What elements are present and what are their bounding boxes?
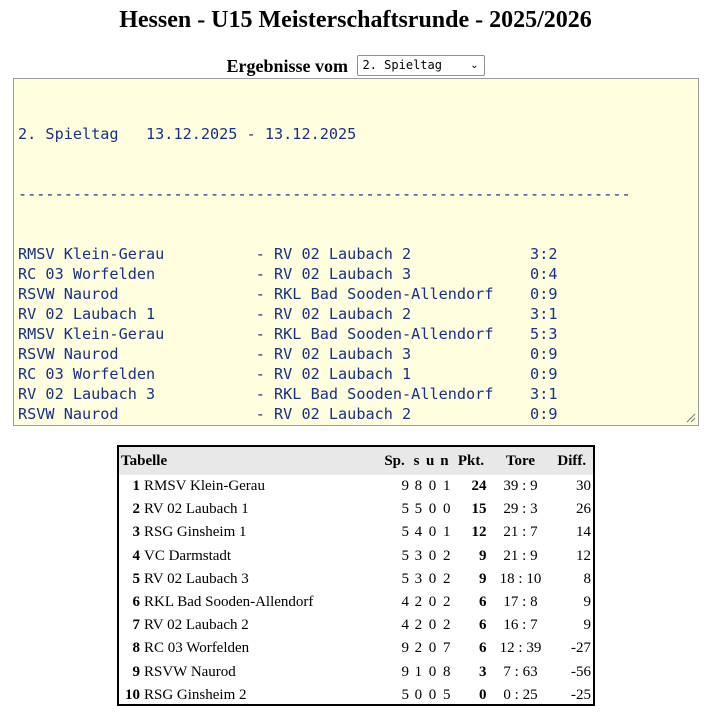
results-label: Ergebnisse vom [226,55,348,76]
diff-cell: -27 [571,640,591,657]
s-cell: 3 [414,570,423,587]
u-cell: 0 [428,640,437,657]
s-cell: 4 [414,524,423,541]
n-cell: 2 [443,547,451,564]
pkt-cell: 12 [471,524,487,541]
sp-cell: 4 [401,617,409,634]
n-cell: 5 [443,686,451,703]
result-line: RSVW Naurod - RV 02 Laubach 2 0:9 [18,405,558,423]
pkt-cell: 9 [478,547,487,564]
diff-cell: 26 [576,501,591,518]
diff-cell: 30 [576,478,591,495]
sp-cell: 9 [401,640,409,657]
n-cell: 0 [443,501,451,518]
u-cell: 0 [428,663,437,680]
rank-cell: 7 [132,617,140,634]
page-title: Hessen - U15 Meisterschaftsrunde - 2025/2026 [119,7,592,33]
header-u: u [423,447,437,475]
u-cell: 0 [428,570,437,587]
s-cell: 5 [414,501,423,518]
results-separator: ------------------------------------------------------------------- [18,185,631,203]
s-cell: 0 [414,686,423,703]
result-line: RMSV Klein-Gerau - RKL Bad Sooden-Allendorf 5:3 [18,325,558,343]
n-cell: 7 [443,640,451,657]
result-line: RV 02 Laubach 1 - RV 02 Laubach 2 3:1 [18,305,558,323]
diff-cell: -56 [571,663,591,680]
u-cell: 0 [428,524,437,541]
table-row [119,521,593,544]
s-cell: 2 [414,594,423,611]
pkt-cell: 6 [478,594,487,611]
table-row [119,545,593,568]
tore-cell: 12 : 39 [499,640,542,657]
team-cell: RKL Bad Sooden-Allendorf [144,594,314,611]
u-cell: 0 [428,478,437,495]
sp-cell: 5 [401,524,409,541]
tore-cell: 16 : 7 [503,617,538,634]
standings-table-container [117,445,595,706]
diff-cell: 9 [583,617,591,634]
team-cell: RSG Ginsheim 1 [144,524,247,541]
rank-cell: 1 [132,478,140,495]
tore-cell: 21 : 7 [503,524,538,541]
team-cell: RV 02 Laubach 3 [144,570,249,587]
pkt-cell: 6 [478,640,487,657]
sp-cell: 5 [401,501,409,518]
n-cell: 2 [443,617,451,634]
tore-cell: 7 : 63 [503,663,538,680]
diff-cell: 12 [576,547,591,564]
pkt-cell: 15 [471,501,487,518]
pkt-cell: 24 [471,478,487,495]
u-cell: 0 [428,686,437,703]
n-cell: 2 [443,594,451,611]
sp-cell: 5 [401,686,409,703]
team-cell: RV 02 Laubach 1 [144,501,249,518]
pkt-cell: 9 [478,570,487,587]
header-diff: Diff. [551,447,593,475]
u-cell: 0 [428,594,437,611]
u-cell: 0 [428,617,437,634]
results-list [18,244,698,426]
standings-header-row [119,447,593,475]
table-row [119,498,593,521]
standings-body [119,475,593,707]
tore-cell: 18 : 10 [499,570,542,587]
team-cell: VC Darmstadt [144,547,232,564]
diff-cell: 14 [576,524,591,541]
tore-cell: 21 : 9 [503,547,538,564]
n-cell: 8 [443,663,451,680]
n-cell: 1 [443,478,451,495]
s-cell: 2 [414,640,423,657]
team-cell: RV 02 Laubach 2 [144,617,249,634]
u-cell: 0 [428,501,437,518]
rank-cell: 4 [132,547,140,564]
header-tabelle: Tabelle [119,447,379,475]
sp-cell: 4 [401,594,409,611]
table-row [119,614,593,637]
header-n: n [437,447,451,475]
tore-cell: 0 : 25 [503,686,538,703]
rank-cell: 8 [132,640,140,657]
table-row [119,684,593,707]
rank-cell: 5 [132,570,140,587]
result-line [18,424,698,426]
header-s: s [410,447,423,475]
pkt-cell: 3 [478,663,487,680]
table-row [119,568,593,591]
header-tore: Tore [490,447,550,475]
sp-cell: 5 [401,547,409,564]
result-line: RMSV Klein-Gerau - RV 02 Laubach 2 3:2 [18,245,558,263]
results-textarea[interactable] [13,78,699,426]
s-cell: 2 [414,617,423,634]
rank-cell: 2 [132,501,140,518]
rank-cell: 9 [132,663,140,680]
standings-table [119,447,593,707]
table-row [119,637,593,660]
sp-cell: 5 [401,570,409,587]
header-sp: Sp. [379,447,410,475]
tore-cell: 39 : 9 [503,478,538,495]
table-row [119,661,593,684]
diff-cell: -25 [571,686,591,703]
matchday-select[interactable] [357,55,485,76]
result-line: RC 03 Worfelden - RV 02 Laubach 1 0:9 [18,365,558,383]
table-row [119,475,593,498]
u-cell: 0 [428,547,437,564]
result-line: RC 03 Worfelden - RV 02 Laubach 3 0:4 [18,265,558,283]
diff-cell: 8 [583,570,591,587]
tore-cell: 17 : 8 [503,594,538,611]
result-line: RV 02 Laubach 3 - RKL Bad Sooden-Allendorf 3:1 [18,385,558,403]
header-pkt: Pkt. [452,447,491,475]
chevron-down-icon: ⌄ [470,60,479,72]
result-line: RSVW Naurod - RKL Bad Sooden-Allendorf 0:9 [18,285,558,303]
table-row [119,591,593,614]
n-cell: 1 [443,524,451,541]
results-header: 2. Spieltag 13.12.2025 - 13.12.2025 [18,125,357,143]
pkt-cell: 0 [478,686,487,703]
team-cell: RSG Ginsheim 2 [144,686,247,703]
team-cell: RMSV Klein-Gerau [144,478,265,495]
matchday-selector-row [0,53,711,77]
result-line: RSVW Naurod - RV 02 Laubach 3 0:9 [18,345,558,363]
sp-cell: 9 [401,663,409,680]
rank-cell: 3 [132,524,140,541]
resize-grip-icon[interactable] [684,411,696,423]
team-cell: RSVW Naurod [144,663,236,680]
s-cell: 8 [414,478,423,495]
tore-cell: 29 : 3 [503,501,538,518]
s-cell: 1 [414,663,423,680]
sp-cell: 9 [401,478,409,495]
diff-cell: 9 [583,594,591,611]
rank-cell: 6 [132,594,140,611]
team-cell: RC 03 Worfelden [144,640,250,657]
matchday-select-value: 2. Spieltag [362,58,442,73]
n-cell: 2 [443,570,451,587]
rank-cell: 10 [125,686,140,703]
s-cell: 3 [414,547,423,564]
pkt-cell: 6 [478,617,487,634]
